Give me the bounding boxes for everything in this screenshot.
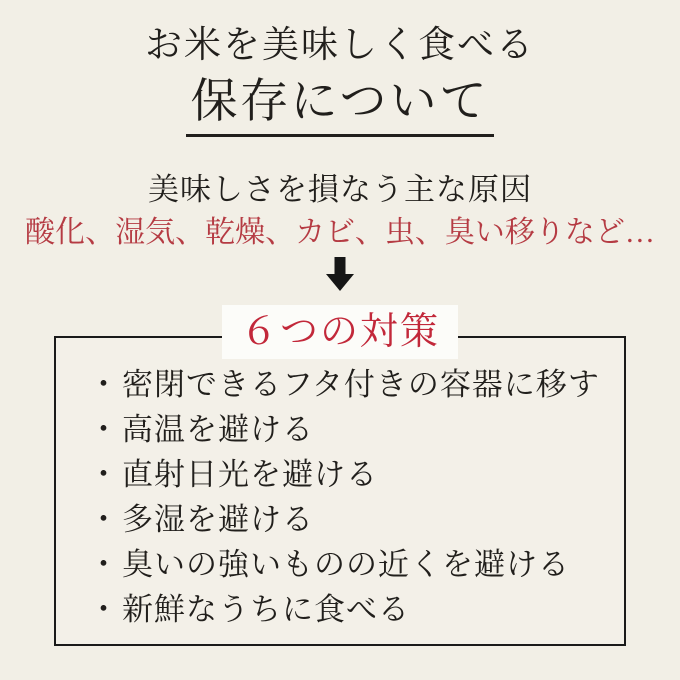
list-item [88, 587, 624, 632]
down-arrow-stem [335, 257, 346, 275]
bullet-icon: ・ [88, 412, 120, 447]
header-subtitle: お米を美味しく食べる [145, 25, 535, 66]
list-item-text: 臭いの強いものの近くを避ける [122, 547, 570, 582]
list-item [88, 542, 624, 587]
list-item-text: 直射日光を避ける [122, 457, 378, 492]
list-item [88, 497, 624, 542]
down-arrow-head [326, 274, 354, 291]
down-arrow-icon [326, 257, 354, 291]
list-item-text: 密閉できるフタ付きの容器に移す [122, 367, 600, 402]
bullet-icon: ・ [88, 547, 120, 582]
list-item [88, 362, 624, 407]
countermeasures-title: ６つの対策 [222, 305, 458, 359]
page-title-text: 保存について [186, 64, 493, 137]
list-item-text: 高温を避ける [122, 412, 314, 447]
causes-heading: 美味しさを損なう主な原因 [148, 172, 532, 207]
bullet-icon: ・ [88, 592, 120, 627]
countermeasures-box [54, 311, 626, 646]
countermeasures-list [56, 338, 624, 632]
bullet-icon: ・ [88, 367, 120, 402]
bullet-icon: ・ [88, 502, 120, 537]
list-item-text: 多湿を避ける [122, 502, 314, 537]
list-item [88, 452, 624, 497]
bullet-icon: ・ [88, 457, 120, 492]
list-item [88, 407, 624, 452]
list-item-text: 新鮮なうちに食べる [122, 592, 410, 627]
page-title [0, 64, 680, 137]
causes-list: 酸化、湿気、乾燥、カビ、虫、臭い移りなど… [25, 216, 655, 249]
